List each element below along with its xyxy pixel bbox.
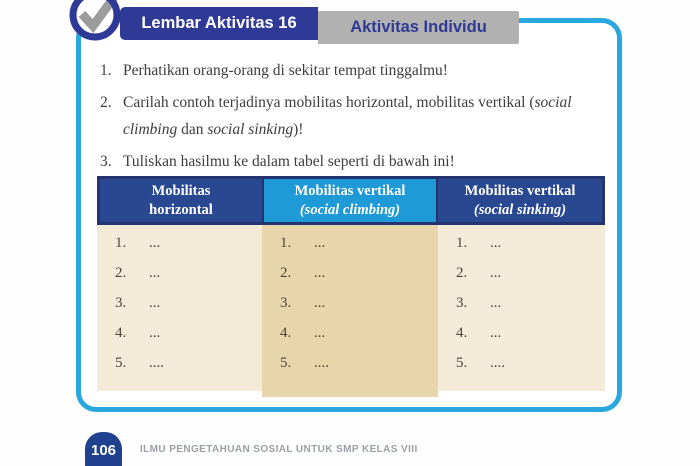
table-cell-line: 3. ... <box>115 295 161 311</box>
instruction-number: 3. <box>100 153 112 170</box>
checkmark-icon-svg <box>68 0 122 42</box>
table-cell-line: 5. .... <box>115 355 164 371</box>
instruction-number: 2. <box>100 94 112 111</box>
table-cell-line: 5. .... <box>280 355 329 371</box>
table-cell-line: 2. ... <box>456 265 502 281</box>
mobility-table <box>97 176 605 397</box>
tab-lembar-aktivitas: Lembar Aktivitas 16 <box>120 7 318 40</box>
table-cell-line: 1. ... <box>280 235 326 251</box>
page-number-badge: 106 <box>85 432 122 466</box>
instruction-item <box>100 89 615 143</box>
table-header-cell: Mobilitas vertikal (social sinking) <box>438 179 602 222</box>
table-cell-line: 1. ... <box>456 235 502 251</box>
header-tabs <box>120 7 519 44</box>
table-cell-line: 4. ... <box>456 325 502 341</box>
instructions-list <box>100 57 615 180</box>
table-body-column <box>438 225 605 391</box>
table-body-column <box>262 225 438 397</box>
table-body <box>97 225 605 397</box>
table-cell-line: 4. ... <box>115 325 161 341</box>
instruction-item <box>100 148 615 175</box>
instruction-text: Perhatikan orang-orang di sekitar tempat tinggalmu! <box>123 62 448 79</box>
table-cell-line: 3. ... <box>280 295 326 311</box>
table-header-cell: Mobilitas vertikal (social climbing) <box>262 179 438 222</box>
book-title: ILMU PENGETAHUAN SOSIAL UNTUK SMP KELAS VIII <box>140 444 418 455</box>
instruction-item <box>100 57 615 84</box>
table-cell-line: 5. .... <box>456 355 505 371</box>
table-body-column <box>97 225 262 391</box>
table-cell-line: 3. ... <box>456 295 502 311</box>
table-header-cell: Mobilitas horizontal <box>100 179 262 222</box>
table-header-row <box>97 176 605 225</box>
table-cell-line: 2. ... <box>115 265 161 281</box>
table-cell-line: 1. ... <box>115 235 161 251</box>
table-cell-line: 4. ... <box>280 325 326 341</box>
checkmark-icon <box>68 0 122 42</box>
instruction-text: Carilah contoh terjadinya mobilitas horizontal, mobilitas vertikal (social climbing dan social sinking)! <box>123 94 572 138</box>
table-cell-line: 2. ... <box>280 265 326 281</box>
instruction-number: 1. <box>100 62 112 79</box>
tab-aktivitas-individu: Aktivitas Individu <box>318 11 519 44</box>
instruction-text: Tuliskan hasilmu ke dalam tabel seperti di bawah ini! <box>123 153 455 170</box>
